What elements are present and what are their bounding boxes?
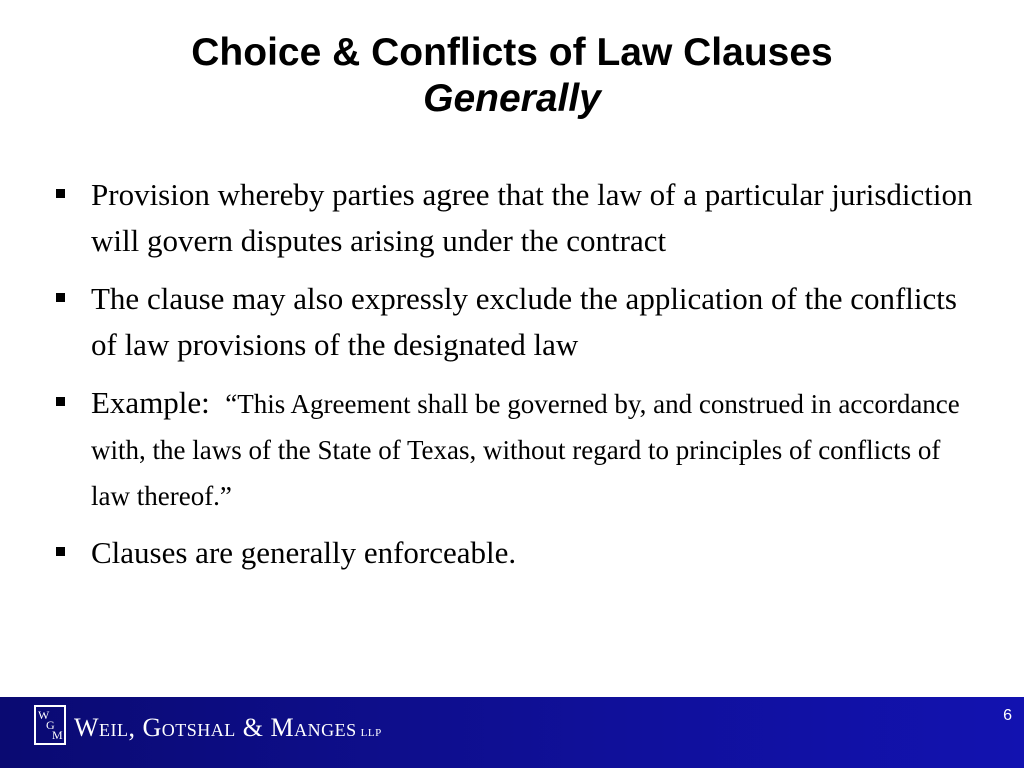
bullet-text: Clauses are generally enforceable. [91, 535, 517, 570]
slide-title [0, 30, 1024, 122]
bullet-item [52, 172, 982, 264]
example-quote: “This Agreement shall be governed by, and construed in accordance with, the laws of the State of Texas, without regard to principles of conflicts of law thereof.” [91, 389, 960, 511]
square-bullet-icon [56, 547, 65, 556]
subtitle-text: Generally [423, 77, 601, 120]
square-bullet-icon [56, 397, 65, 406]
example-label: Example: [91, 385, 210, 420]
square-bullet-icon [56, 189, 65, 198]
page-number: 6 [1003, 707, 1012, 724]
bullet-item [52, 276, 982, 368]
logo-letter-w: W [38, 708, 50, 722]
bullet-item [52, 530, 982, 576]
bullet-item [52, 380, 982, 518]
title-text: Choice & Conflicts of Law Clauses [191, 31, 833, 74]
firm-name-text: Weil, Gotshal & Manges [74, 713, 357, 742]
firm-name [74, 713, 382, 743]
firm-logo [34, 705, 66, 745]
logo-letter-g: G [46, 718, 55, 732]
logo-letter-m: M [52, 728, 63, 742]
bullet-text: The clause may also expressly exclude the application of the conflicts of law provisions of the designated law [91, 281, 957, 362]
footer-bar [0, 697, 1024, 768]
firm-suffix: LLP [360, 727, 382, 739]
bullet-text: Provision whereby parties agree that the law of a particular jurisdiction will govern disputes arising under the contract [91, 177, 973, 258]
bullet-list [52, 172, 982, 588]
square-bullet-icon [56, 293, 65, 302]
